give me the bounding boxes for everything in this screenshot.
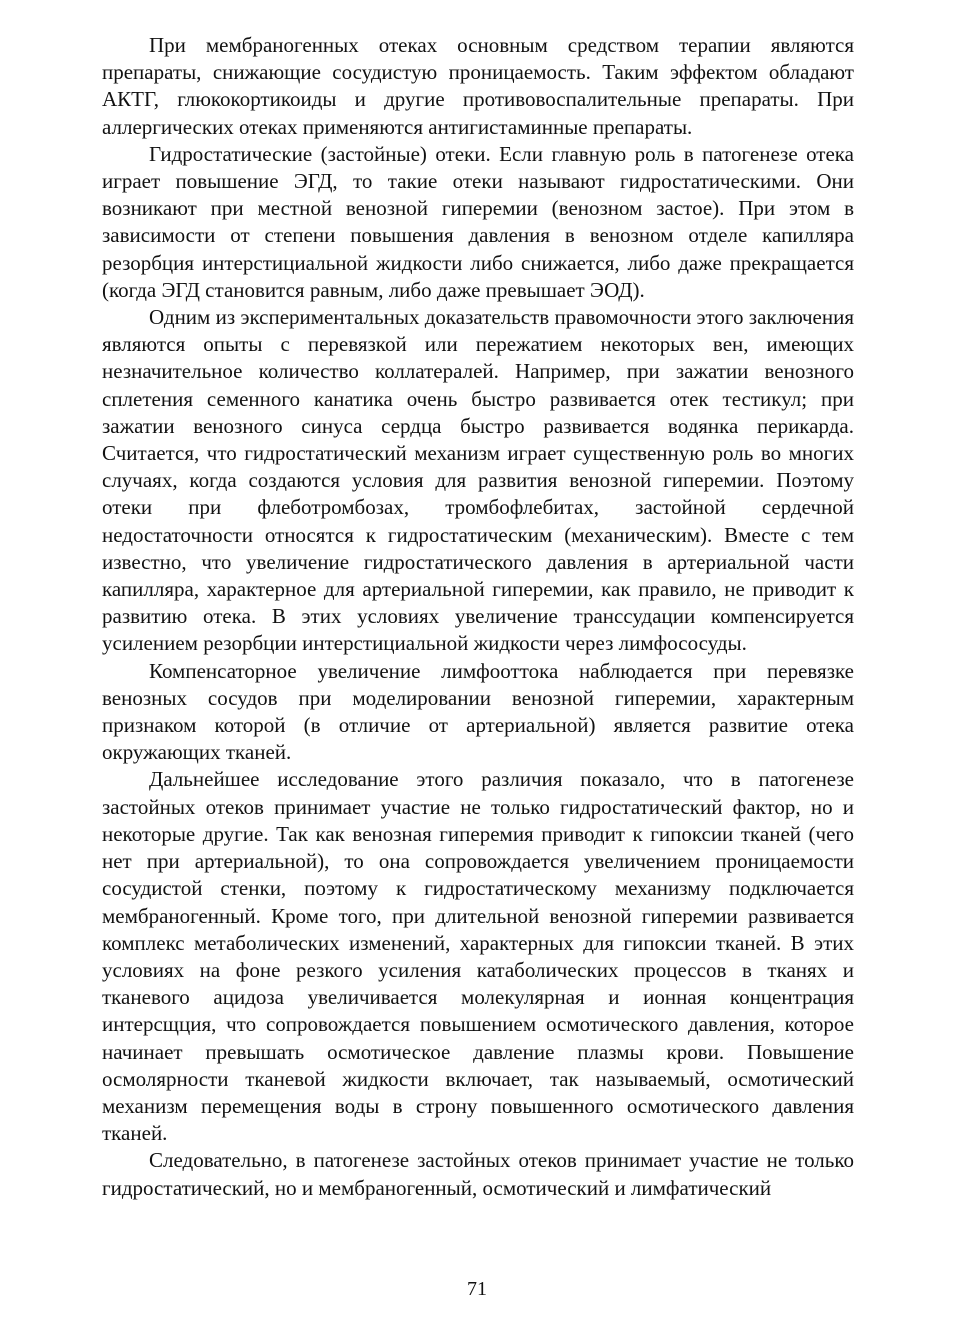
paragraph-membranogenic-therapy: При мембраногенных отеках основным средством терапии являются препараты, снижающие сосудистую проницаемость. Таким эффектом обладают АКТГ, глюкокортикоиды и другие противовоспалительные препараты. При аллергических отеках применяются антигистаминные препараты. [102, 33, 854, 139]
paragraph-hydrostatic-edema: Гидростатические (застойные) отеки. Если главную роль в патогенезе отека играет повышение ЭГД, то такие отеки называют гидростатическими. Они возникают при местной венозной гиперемии (венозном застое). При этом в зависимости от степени повышения давления в венозном отделе капилляра резорбция интерстициальной жидкости либо снижается, либо даже прекращается (когда ЭГД становится равным, либо даже превышает ЭОД). [102, 141, 854, 302]
paragraph-conclusion: Следовательно, в патогенезе застойных отеков принимает участие не только гидростатический, но и мембраногенный, осмотический и лимфатический [102, 1148, 854, 1200]
paragraph-further-research: Дальнейшее исследование этого различия показало, что в патогенезе застойных отеков принимает участие не только гидростатический фактор, но и некоторые другие. Так как венозная гиперемия приводит к гипоксии тканей (чего нет при артериальной), то она сопровождается увеличением проницаемости сосудистой стенки, поэтому к гидростатическому механизму подключается мембраногенный. Кроме того, при длительной венозной гиперемии развивается комплекс метаболических изменений, характерных для гипоксии тканей. В этих условиях на фоне резкого усиления катаболических процессов в тканях и тканевого ацидоза увеличивается молекулярная и ионная концентрация интерсщция, что сопровождается повышением осмотического давления, которое начинает превышать осмотическое давление плазмы крови. Повышение осмолярности тканевой жидкости включает, так называемый, осмотический механизм перемещения воды в строну повышенного осмотического давления тканей. [102, 767, 854, 1146]
paragraph-compensatory-lymph-flow: Компенсаторное увеличение лимфооттока наблюдается при перевязке венозных сосудов при моделировании венозной гиперемии, характерным признаком которой (в отличие от артериальной) является развитие отека окружающих тканей. [102, 658, 854, 765]
page-number: 71 [467, 1278, 487, 1300]
paragraph-experimental-evidence: Одним из экспериментальных доказательств правомочности этого заключения являются опыты с перевязкой или пережатием некоторых вен, имеющих незначительное количество коллатералей. Например, при зажатии венозного сплетения семенного канатика очень быстро развивается отек тестикул; при зажатии венозного синуса сердца быстро развивается водянка перикарда. Считается, что гидростатический механизм играет существенную роль во многих случаях, когда создаются условия для развития венозной гиперемии. Поэтому отеки при флеботромбозах, тромбофлебитах, застойной сердечной недостаточности относятся к гидростатическим (механическим). Вместе с тем известно, что увеличение гидростатического давления в артериальной части капилляра, характерное для артериальной гиперемии, как правило, не приводит к развитию отека. В этих условиях увеличение транссудации компенсируется усилением резорбции интерстициальной жидкости через лимфососуды. [102, 305, 854, 656]
page-body [102, 32, 854, 1202]
